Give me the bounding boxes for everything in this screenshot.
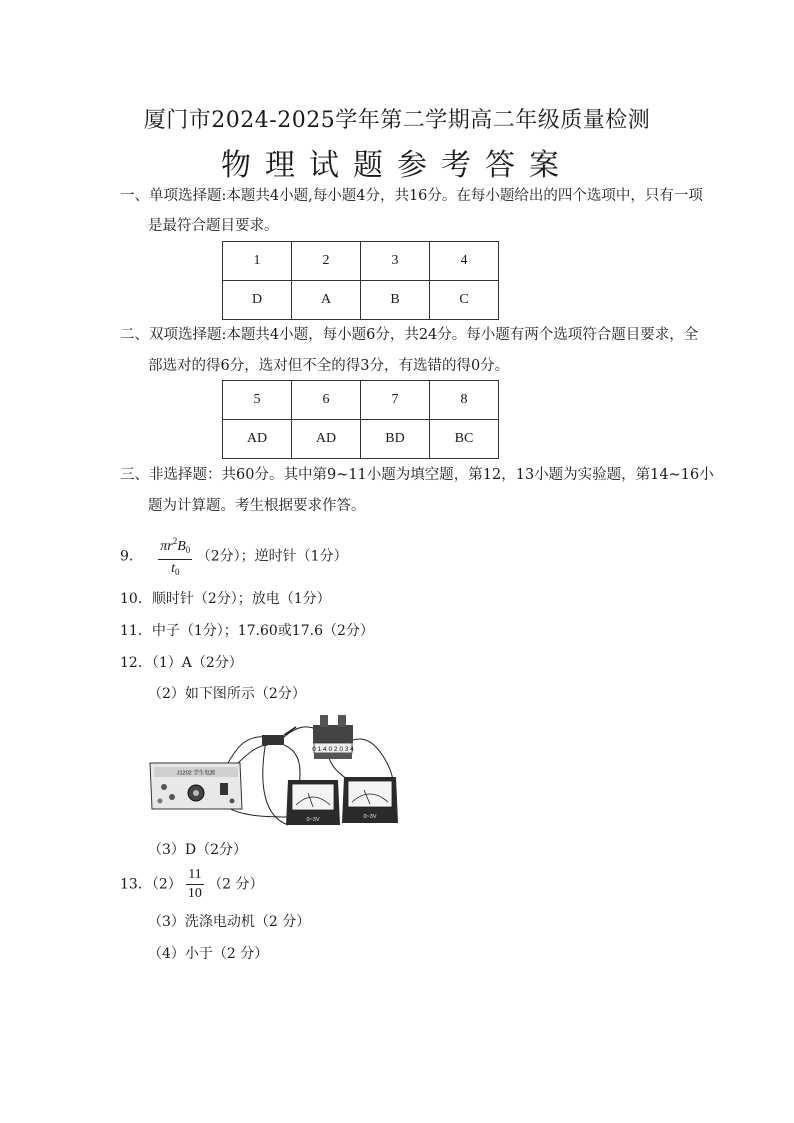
- question-11: 11．中子（1分）；17.60或17.6（2分）: [120, 623, 374, 639]
- power-supply-icon: [150, 763, 242, 809]
- voltmeter-2-icon: [342, 777, 398, 823]
- document-subtitle: 物理试题参考答案: [221, 148, 573, 183]
- table-cell: 2: [292, 242, 361, 281]
- table-cell: AD: [292, 420, 361, 459]
- table-cell: AD: [223, 420, 292, 459]
- table-cell: 7: [361, 381, 430, 420]
- table-cell: B: [361, 281, 430, 320]
- table-cell: 6: [292, 381, 361, 420]
- q9-number: 9.: [120, 548, 134, 565]
- q13-fraction: $\frac{11}{10}$: [187, 867, 202, 901]
- voltmeter-2-label: 0~3V: [363, 814, 377, 820]
- table-cell: 4: [430, 242, 499, 281]
- answer-table-2: [222, 380, 499, 459]
- voltmeter-1-icon: [286, 780, 340, 825]
- question-12-part3: （3）D（2分）: [148, 842, 248, 858]
- section2-line1: 二、双项选择题:本题共4小题，每小题6分，共24分。每小题有两个选项符合题目要求，全: [120, 327, 699, 343]
- q13-number: 13．（2）: [120, 876, 182, 893]
- rheostat-scale: 0 1 4 0 2 0 3 4: [312, 746, 354, 753]
- question-9: [120, 532, 348, 581]
- table-cell: C: [430, 281, 499, 320]
- table-row: [223, 242, 499, 281]
- table-row: [223, 420, 499, 459]
- power-supply-label: J1202 学生电源: [176, 770, 216, 777]
- table-cell: 1: [223, 242, 292, 281]
- document-title: 厦门市2024-2025学年第二学期高二年级质量检测: [143, 108, 651, 133]
- q9-answer: （2分）；逆时针（1分）: [196, 548, 348, 565]
- table-cell: 5: [223, 381, 292, 420]
- table-cell: D: [223, 281, 292, 320]
- question-12-part1: 12．（1）A（2分）: [120, 655, 243, 671]
- voltmeter-1-label: 0~3V: [306, 817, 320, 823]
- question-13-part4: （4）小于（2 分）: [148, 946, 269, 962]
- table-cell: 8: [430, 381, 499, 420]
- table-row: [223, 381, 499, 420]
- section3-line1: 三、非选择题：共60分。其中第9~11小题为填空题，第12，13小题为实验题，第14~16小: [120, 467, 714, 483]
- question-13-part3: （3）洗涤电动机（2 分）: [148, 914, 311, 930]
- question-12-part2: （2）如下图所示（2分）: [148, 686, 306, 702]
- table-cell: 3: [361, 242, 430, 281]
- section3-line2: 题为计算题。考生根据要求作答。: [148, 498, 366, 514]
- table-cell: BC: [430, 420, 499, 459]
- table-cell: BD: [361, 420, 430, 459]
- table-row: [223, 281, 499, 320]
- rheostat-icon: [312, 715, 354, 759]
- table-cell: A: [292, 281, 361, 320]
- section2-line2: 部选对的得6分，选对但不全的得3分，有选错的得0分。: [148, 358, 510, 374]
- switch-icon: [262, 727, 296, 745]
- q9-fraction: $\frac{\pi r^2B_0}{t_0}$: [158, 532, 192, 581]
- answer-table-1: [222, 241, 499, 320]
- section1-line2: 是最符合题目要求。: [148, 218, 279, 234]
- question-13-part2: [120, 866, 263, 903]
- section1-line1: 一、单项选择题:本题共4小题,每小题4分，共16分。在每小题给出的四个选项中，只有一项: [120, 188, 703, 204]
- question-10: 10．顺时针（2分）；放电（1分）: [120, 591, 331, 607]
- q13-score: （2 分）: [208, 876, 264, 893]
- circuit-figure: [148, 705, 418, 835]
